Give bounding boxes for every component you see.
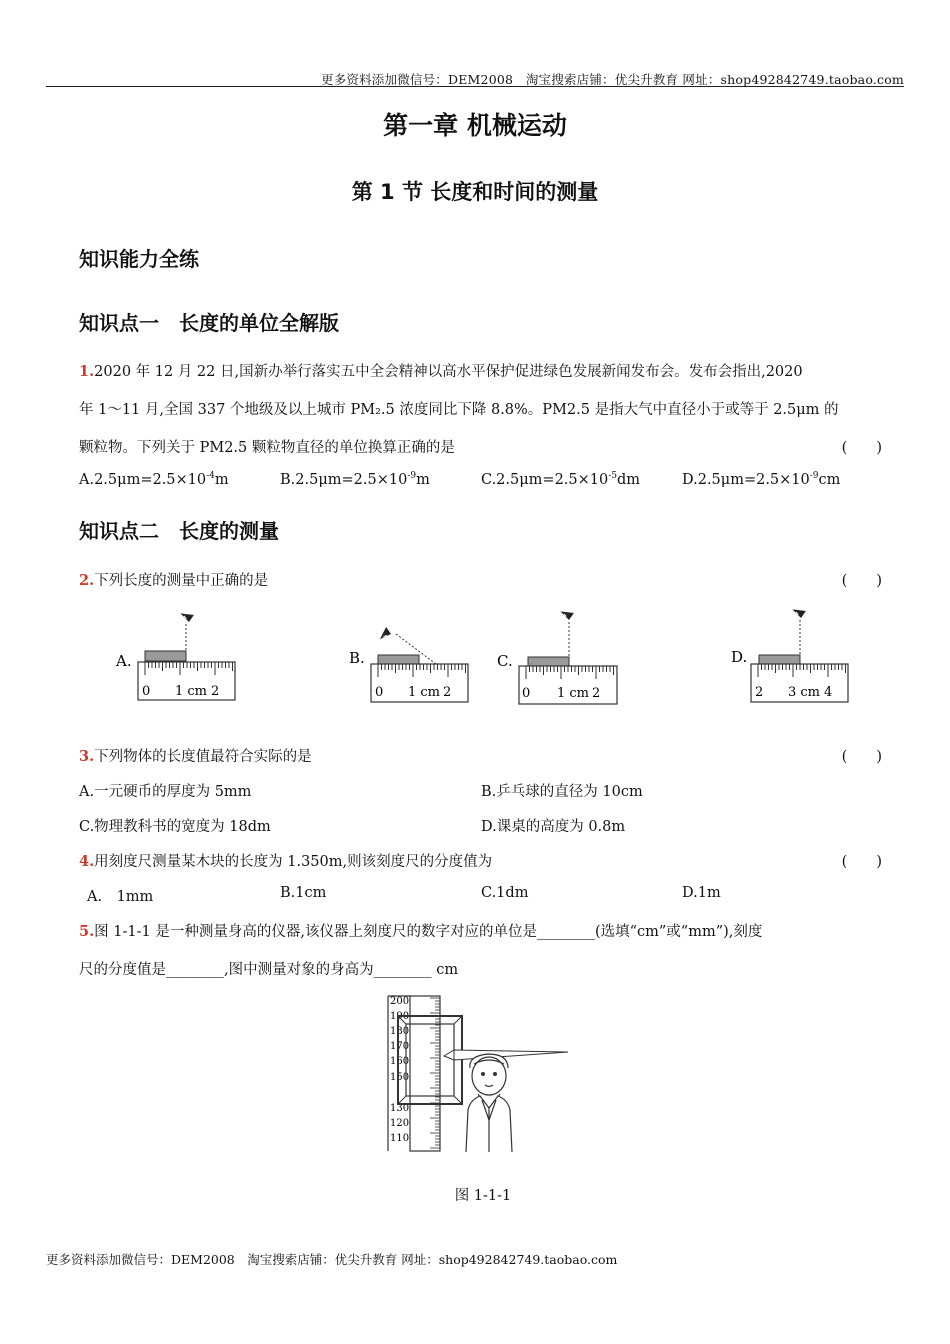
q4-answer-blank: ( ) [841, 854, 882, 870]
q3-stem: 3.下列物体的长度值最符合实际的是 [79, 748, 312, 765]
knowledge-point-2: 知识点二 长度的测量 [79, 519, 279, 543]
section-title: 第 1 节 长度和时间的测量 [351, 180, 599, 204]
figure-caption: 图 1-1-1 [454, 1188, 512, 1204]
svg-text:A.: A. [116, 652, 132, 670]
person-illustration [466, 1054, 512, 1152]
svg-text:0: 0 [522, 686, 531, 701]
page-header: 更多资料添加微信号：DEM2008 淘宝搜索店铺：优尖升教育 网址：shop492842749.taobao.com [321, 72, 904, 87]
svg-text:200: 200 [390, 996, 410, 1007]
svg-text:110: 110 [390, 1133, 410, 1144]
height-meter-figure [370, 990, 580, 1158]
q3-option-d: D.课桌的高度为 0.8m [481, 819, 626, 835]
ruler-option-c [497, 609, 617, 704]
svg-text:C.: C. [497, 652, 513, 670]
svg-text:D.: D. [731, 648, 748, 666]
q4-stem: 4.用刻度尺测量某木块的长度为 1.350m,则该刻度尺的分度值为 [79, 853, 493, 870]
header-divider [46, 86, 904, 87]
q2-answer-blank: ( ) [841, 573, 882, 589]
q3-option-b: B.乒乓球的直径为 10cm [481, 784, 643, 800]
q2-number: 2. [79, 572, 95, 589]
q4-option-c: C.1dm [481, 885, 529, 901]
ruler-option-a [115, 611, 235, 700]
q3-option-a: A.一元硬币的厚度为 5mm [79, 784, 252, 800]
knowledge-point-1: 知识点一 长度的单位全解版 [79, 311, 339, 335]
q3-answer-blank: ( ) [841, 749, 882, 765]
svg-text:1 cm: 1 cm [408, 685, 441, 700]
q1-line1: 1.2020 年 12 月 22 日,国新办举行落实五中全会精神以高水平保护促进绿色发展新闻发布会。发布会指出,2020 [79, 363, 803, 380]
q5-number: 5. [79, 923, 95, 940]
q1-number: 1. [79, 363, 95, 380]
q1-option-b: $B.2.5\mu m=2.5\times 10^{-9}m$ [280, 471, 430, 488]
q5-line1: 5.图 1-1-1 是一种测量身高的仪器,该仪器上刻度尺的数字对应的单位是________(选填“cm”或“mm”),刻度 [79, 923, 763, 940]
svg-text:3 cm: 3 cm [788, 685, 821, 700]
q2-stem: 2.下列长度的测量中正确的是 [79, 572, 269, 589]
ruler-option-b [349, 626, 468, 702]
q1-answer-blank: ( ) [841, 440, 882, 456]
q1-line2: 年 1～11 月,全国 337 个地级及以上城市 PM₂.5 浓度同比下降 8.8%。PM2.5 是指大气中直径小于或等于 2.5μm 的 [79, 402, 839, 418]
svg-text:160: 160 [390, 1056, 410, 1067]
q3-option-c: C.物理教科书的宽度为 18dm [79, 819, 271, 835]
ruler-option-d [731, 607, 848, 702]
q4-number: 4. [79, 853, 95, 870]
svg-text:0: 0 [142, 684, 151, 699]
svg-text:120: 120 [390, 1118, 410, 1129]
svg-text:2: 2 [592, 686, 601, 701]
chapter-title: 第一章 机械运动 [383, 111, 567, 140]
svg-text:0: 0 [375, 685, 384, 700]
svg-text:1 cm: 1 cm [175, 684, 208, 699]
q4-option-d: D.1m [682, 885, 721, 901]
q1-option-c: $C.2.5\mu m=2.5\times 10^{-5}dm$ [481, 471, 641, 488]
svg-text:2: 2 [443, 685, 452, 700]
svg-text:170: 170 [390, 1041, 410, 1052]
svg-text:2: 2 [755, 685, 764, 700]
page-footer: 更多资料添加微信号：DEM2008 淘宝搜索店铺：优尖升教育 网址：shop492842749.taobao.com [46, 1252, 618, 1267]
svg-text:180: 180 [390, 1026, 410, 1037]
svg-text:190: 190 [390, 1011, 410, 1022]
q4-option-a: A. 1mm [87, 889, 154, 905]
q5-line2: 尺的分度值是________,图中测量对象的身高为________ cm [79, 962, 459, 978]
q1-option-a: $A.2.5\mu m=2.5\times 10^{-4}m$ [79, 471, 229, 488]
svg-text:1 cm: 1 cm [557, 686, 590, 701]
q3-number: 3. [79, 748, 95, 765]
svg-text:150: 150 [390, 1072, 410, 1083]
svg-text:130: 130 [390, 1103, 410, 1114]
ruler-figures [0, 600, 950, 712]
q4-option-b: B.1cm [280, 885, 327, 901]
q1-line3: 颗粒物。下列关于 PM2.5 颗粒物直径的单位换算正确的是 [79, 440, 455, 456]
practice-heading: 知识能力全练 [79, 247, 199, 271]
svg-text:4: 4 [824, 685, 833, 700]
q1-option-d: $D.2.5\mu m=2.5\times 10^{-9}cm$ [682, 471, 841, 488]
svg-text:2: 2 [211, 684, 220, 699]
svg-text:B.: B. [349, 649, 365, 667]
